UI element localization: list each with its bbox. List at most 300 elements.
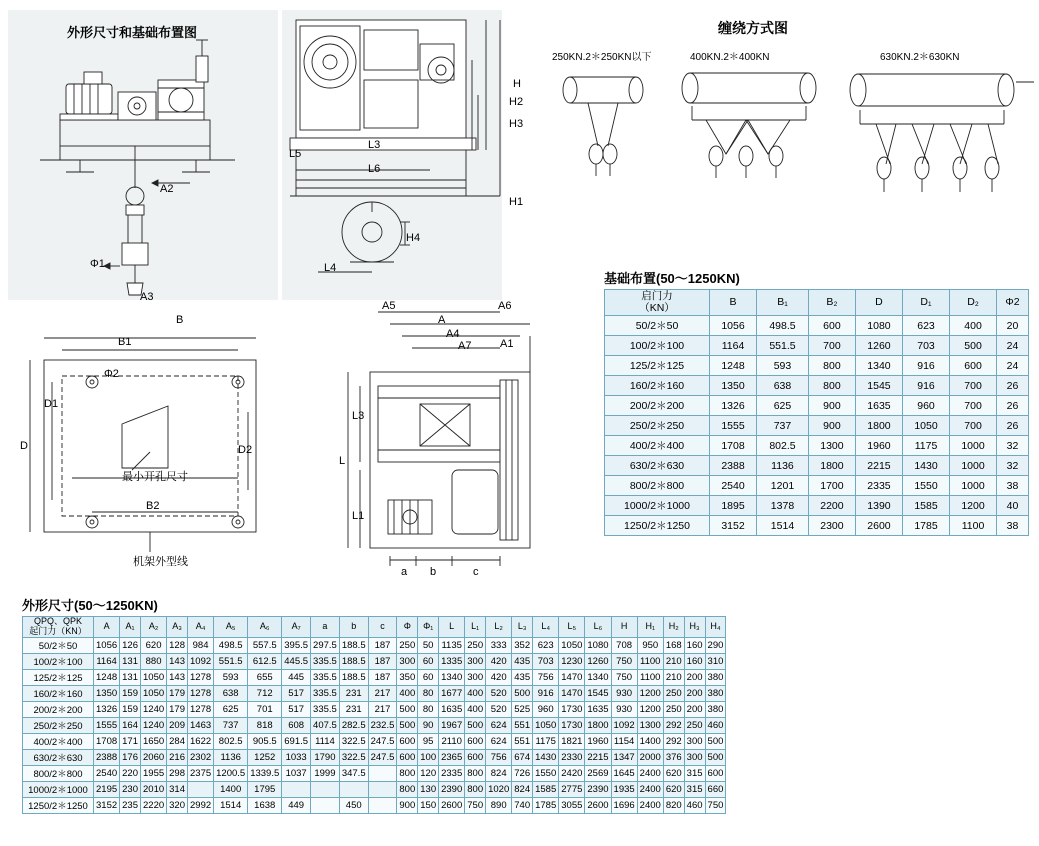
foundation-cell: 24 bbox=[997, 336, 1029, 356]
dimension-cell: 282.5 bbox=[339, 717, 368, 733]
dimension-cell: 800 bbox=[465, 765, 486, 781]
dimension-cell: 557.5 bbox=[248, 637, 282, 653]
dimension-cell: 1470 bbox=[559, 669, 585, 685]
dimension-cell: 1347 bbox=[611, 749, 637, 765]
label-l: L bbox=[339, 455, 346, 467]
dimension-cell: 1955 bbox=[141, 765, 167, 781]
dimension-cell: 930 bbox=[611, 685, 637, 701]
dimension-cell: 500 bbox=[705, 749, 726, 765]
dimension-cell: 297.5 bbox=[311, 637, 340, 653]
dimension-cell: 1300 bbox=[637, 717, 663, 733]
dimension-header-cell: H₂ bbox=[663, 617, 684, 638]
dimension-cell: 756 bbox=[486, 749, 512, 765]
dimension-cell: 60 bbox=[418, 653, 439, 669]
dimension-cell: 2330 bbox=[559, 749, 585, 765]
dimension-cell: 1795 bbox=[248, 781, 282, 797]
dimension-corner-line1: QPQ、QPK bbox=[33, 616, 82, 626]
dimension-cell: 2420 bbox=[559, 765, 585, 781]
label-h3: H3 bbox=[509, 118, 524, 130]
dimension-cell: 449 bbox=[282, 797, 311, 813]
label-l3: L3 bbox=[368, 139, 381, 151]
dimension-cell: 100 bbox=[418, 749, 439, 765]
label-min-hole: 最小开孔尺寸 bbox=[122, 471, 188, 483]
dimension-row-label: 200/2＊200 bbox=[23, 701, 94, 717]
table-row bbox=[605, 416, 1029, 436]
dimension-cell: 608 bbox=[282, 717, 311, 733]
dimension-cell: 333 bbox=[486, 637, 512, 653]
dimension-cell: 620 bbox=[663, 781, 684, 797]
dimension-cell: 400 bbox=[397, 685, 418, 701]
dimension-cell: 217 bbox=[368, 701, 397, 717]
dimension-cell: 1278 bbox=[188, 685, 214, 701]
dimension-cell: 1960 bbox=[585, 733, 611, 749]
dimension-cell: 600 bbox=[465, 749, 486, 765]
dimension-header-cell: L₅ bbox=[559, 617, 585, 638]
label-a5: A5 bbox=[382, 300, 396, 312]
dimension-cell: 1092 bbox=[611, 717, 637, 733]
dimension-cell: 200 bbox=[684, 701, 705, 717]
foundation-cell: 2200 bbox=[808, 496, 855, 516]
dimension-cell: 750 bbox=[465, 797, 486, 813]
dimension-corner-cell bbox=[23, 617, 94, 638]
title-winding-diagram: 缠绕方式图 bbox=[718, 20, 788, 36]
foundation-cell: 1201 bbox=[757, 476, 809, 496]
dimension-cell: 300 bbox=[397, 653, 418, 669]
label-frame-outline: 机架外型线 bbox=[133, 556, 188, 568]
title-dimension-table: 外形尺寸(50～1250KN) bbox=[22, 598, 158, 613]
dimension-cell: 400 bbox=[465, 701, 486, 717]
label-h: H bbox=[513, 78, 521, 90]
dimension-cell: 800 bbox=[465, 781, 486, 797]
dimension-cell: 3152 bbox=[94, 797, 120, 813]
dimension-cell: 247.5 bbox=[368, 733, 397, 749]
foundation-row-label: 100/2＊100 bbox=[605, 336, 710, 356]
foundation-cell: 1635 bbox=[855, 396, 902, 416]
dimension-cell: 80 bbox=[418, 685, 439, 701]
dimension-cell: 445 bbox=[282, 669, 311, 685]
dimension-cell: 1056 bbox=[94, 637, 120, 653]
foundation-cell: 2388 bbox=[710, 456, 757, 476]
dimension-cell: 712 bbox=[248, 685, 282, 701]
label-b: B bbox=[176, 314, 184, 326]
dimension-cell: 335.5 bbox=[311, 653, 340, 669]
dimension-cell: 210 bbox=[663, 669, 684, 685]
dimension-cell: 1050 bbox=[141, 685, 167, 701]
foundation-row-label: 250/2＊250 bbox=[605, 416, 710, 436]
dimension-cell: 395.5 bbox=[282, 637, 311, 653]
dimension-header-cell: L₆ bbox=[585, 617, 611, 638]
foundation-header-cell-3: B₂ bbox=[808, 290, 855, 316]
foundation-cell: 700 bbox=[950, 396, 997, 416]
dimension-cell: 1200 bbox=[637, 685, 663, 701]
foundation-cell: 2600 bbox=[855, 516, 902, 536]
dimension-cell: 335.5 bbox=[311, 701, 340, 717]
table-row bbox=[605, 436, 1029, 456]
dimension-cell bbox=[311, 781, 340, 797]
dimension-cell: 1463 bbox=[188, 717, 214, 733]
foundation-row-label: 630/2＊630 bbox=[605, 456, 710, 476]
label-a2: A2 bbox=[160, 183, 174, 195]
dimension-cell: 2400 bbox=[637, 797, 663, 813]
foundation-cell: 600 bbox=[950, 356, 997, 376]
dimension-cell: 1164 bbox=[94, 653, 120, 669]
dimension-cell: 1050 bbox=[559, 637, 585, 653]
dimension-cell: 310 bbox=[705, 653, 726, 669]
dimension-cell: 612.5 bbox=[248, 653, 282, 669]
label-small-b: b bbox=[430, 566, 437, 578]
dimension-cell: 300 bbox=[684, 749, 705, 765]
dimension-cell: 1340 bbox=[585, 669, 611, 685]
dimension-cell: 131 bbox=[120, 669, 141, 685]
dimension-header-cell: L₄ bbox=[533, 617, 559, 638]
dimension-row-label: 250/2＊250 bbox=[23, 717, 94, 733]
foundation-cell: 1340 bbox=[855, 356, 902, 376]
label-d1: D1 bbox=[44, 398, 59, 410]
foundation-cell: 500 bbox=[950, 336, 997, 356]
dimension-cell: 2110 bbox=[439, 733, 465, 749]
dimension-cell: 1999 bbox=[311, 765, 340, 781]
dimension-cell: 188.5 bbox=[339, 653, 368, 669]
table-row bbox=[605, 396, 1029, 416]
dimension-cell: 2302 bbox=[188, 749, 214, 765]
foundation-cell: 1200 bbox=[950, 496, 997, 516]
foundation-cell: 2215 bbox=[855, 456, 902, 476]
winding-drawing-panel bbox=[540, 58, 1039, 258]
dimension-cell: 159 bbox=[120, 701, 141, 717]
dimension-cell: 620 bbox=[141, 637, 167, 653]
dimension-cell: 623 bbox=[533, 637, 559, 653]
dimension-cell bbox=[339, 781, 368, 797]
foundation-cell: 551.5 bbox=[757, 336, 809, 356]
dimension-cell: 800 bbox=[397, 781, 418, 797]
foundation-cell: 26 bbox=[997, 396, 1029, 416]
dimension-cell: 1260 bbox=[585, 653, 611, 669]
dimension-cell: 1252 bbox=[248, 749, 282, 765]
dimension-cell: 247.5 bbox=[368, 749, 397, 765]
dimension-cell: 143 bbox=[167, 653, 188, 669]
foundation-cell: 1080 bbox=[855, 316, 902, 336]
foundation-cell: 3152 bbox=[710, 516, 757, 536]
dimension-cell: 2388 bbox=[94, 749, 120, 765]
dimension-cell: 930 bbox=[611, 701, 637, 717]
dimension-cell: 517 bbox=[282, 685, 311, 701]
foundation-cell: 32 bbox=[997, 456, 1029, 476]
dimension-cell: 300 bbox=[465, 653, 486, 669]
dimension-header-cell: L₃ bbox=[512, 617, 533, 638]
label-a4: A4 bbox=[446, 328, 460, 340]
foundation-cell: 1800 bbox=[808, 456, 855, 476]
dimension-cell: 292 bbox=[663, 733, 684, 749]
table-row bbox=[23, 765, 726, 781]
dimension-cell: 230 bbox=[120, 781, 141, 797]
dimension-cell: 250 bbox=[663, 685, 684, 701]
dimension-row-label: 400/2＊400 bbox=[23, 733, 94, 749]
dimension-cell: 1730 bbox=[559, 717, 585, 733]
table-row bbox=[605, 376, 1029, 396]
dimension-cell: 143 bbox=[167, 669, 188, 685]
dimension-cell: 2375 bbox=[188, 765, 214, 781]
dimension-cell: 216 bbox=[167, 749, 188, 765]
dimension-cell: 232.5 bbox=[368, 717, 397, 733]
foundation-header-main: 启门力 bbox=[641, 290, 673, 302]
dimension-cell: 517 bbox=[282, 701, 311, 717]
dimension-cell: 292 bbox=[663, 717, 684, 733]
dimension-cell: 187 bbox=[368, 653, 397, 669]
dimension-cell: 1400 bbox=[214, 781, 248, 797]
dimension-cell: 400 bbox=[465, 685, 486, 701]
dimension-cell: 60 bbox=[418, 669, 439, 685]
dimension-cell: 1785 bbox=[533, 797, 559, 813]
dimension-cell: 1470 bbox=[559, 685, 585, 701]
dimension-cell: 1326 bbox=[94, 701, 120, 717]
table-row bbox=[605, 356, 1029, 376]
dimension-cell: 2600 bbox=[585, 797, 611, 813]
dimension-cell: 1800 bbox=[585, 717, 611, 733]
foundation-cell: 1514 bbox=[757, 516, 809, 536]
table-row bbox=[605, 316, 1029, 336]
outline-drawing-panel bbox=[0, 0, 604, 600]
label-l6: L6 bbox=[368, 163, 381, 175]
dimension-cell: 220 bbox=[120, 765, 141, 781]
dimension-cell: 290 bbox=[705, 637, 726, 653]
foundation-cell: 38 bbox=[997, 516, 1029, 536]
dimension-cell: 1545 bbox=[585, 685, 611, 701]
foundation-row-label: 200/2＊200 bbox=[605, 396, 710, 416]
dimension-cell: 820 bbox=[663, 797, 684, 813]
dimension-cell: 231 bbox=[339, 701, 368, 717]
dimension-cell: 179 bbox=[167, 701, 188, 717]
table-row bbox=[605, 336, 1029, 356]
foundation-cell: 700 bbox=[950, 376, 997, 396]
foundation-cell: 40 bbox=[997, 496, 1029, 516]
dimension-cell: 1154 bbox=[611, 733, 637, 749]
dimension-cell: 655 bbox=[248, 669, 282, 685]
foundation-cell: 916 bbox=[902, 376, 949, 396]
dimension-cell: 120 bbox=[418, 765, 439, 781]
label-d2: D2 bbox=[238, 444, 253, 456]
foundation-row-label: 800/2＊800 bbox=[605, 476, 710, 496]
dimension-header-cell: A₇ bbox=[282, 617, 311, 638]
label-small-c: c bbox=[473, 566, 479, 578]
dimension-cell: 460 bbox=[684, 797, 705, 813]
dimension-cell: 322.5 bbox=[339, 733, 368, 749]
dimension-cell: 1790 bbox=[311, 749, 340, 765]
dimension-header-cell: L₂ bbox=[486, 617, 512, 638]
dimension-cell bbox=[368, 797, 397, 813]
dimension-cell: 900 bbox=[397, 797, 418, 813]
dimension-cell: 352 bbox=[512, 637, 533, 653]
dimension-cell: 600 bbox=[465, 733, 486, 749]
foundation-cell: 1545 bbox=[855, 376, 902, 396]
dimension-cell: 2000 bbox=[637, 749, 663, 765]
dimension-header-cell: A₅ bbox=[214, 617, 248, 638]
dimension-cell: 347.5 bbox=[339, 765, 368, 781]
dimension-cell: 2569 bbox=[585, 765, 611, 781]
foundation-cell: 2540 bbox=[710, 476, 757, 496]
foundation-cell: 1585 bbox=[902, 496, 949, 516]
foundation-cell: 1000 bbox=[950, 436, 997, 456]
dimension-cell: 520 bbox=[486, 685, 512, 701]
dimension-cell: 2195 bbox=[94, 781, 120, 797]
dimension-cell: 984 bbox=[188, 637, 214, 653]
dimension-cell: 420 bbox=[486, 653, 512, 669]
dimension-cell: 90 bbox=[418, 717, 439, 733]
foundation-cell: 1100 bbox=[950, 516, 997, 536]
table-row bbox=[23, 637, 726, 653]
dimension-header-cell: L bbox=[439, 617, 465, 638]
dimension-cell: 2775 bbox=[559, 781, 585, 797]
dimension-cell: 335.5 bbox=[311, 685, 340, 701]
foundation-cell: 1960 bbox=[855, 436, 902, 456]
dimension-cell: 217 bbox=[368, 685, 397, 701]
foundation-cell: 1260 bbox=[855, 336, 902, 356]
dimension-cell: 2215 bbox=[585, 749, 611, 765]
dimension-table bbox=[22, 616, 726, 814]
dimension-cell: 130 bbox=[418, 781, 439, 797]
dimension-cell: 80 bbox=[418, 701, 439, 717]
dimension-cell bbox=[368, 765, 397, 781]
dimension-cell: 1175 bbox=[533, 733, 559, 749]
foundation-row-label: 1250/2＊1250 bbox=[605, 516, 710, 536]
foundation-cell: 1136 bbox=[757, 456, 809, 476]
dimension-cell: 818 bbox=[248, 717, 282, 733]
dimension-cell: 171 bbox=[120, 733, 141, 749]
dimension-cell: 551 bbox=[512, 733, 533, 749]
label-small-a: a bbox=[401, 566, 408, 578]
foundation-cell: 24 bbox=[997, 356, 1029, 376]
dimension-cell: 1400 bbox=[637, 733, 663, 749]
foundation-cell: 400 bbox=[950, 316, 997, 336]
foundation-header-cell-2: B₁ bbox=[757, 290, 809, 316]
table-row bbox=[23, 749, 726, 765]
dimension-cell: 1100 bbox=[637, 669, 663, 685]
foundation-cell: 703 bbox=[902, 336, 949, 356]
foundation-row-label: 1000/2＊1000 bbox=[605, 496, 710, 516]
dimension-cell: 450 bbox=[339, 797, 368, 813]
dimension-cell: 824 bbox=[486, 765, 512, 781]
dimension-cell: 420 bbox=[486, 669, 512, 685]
dimension-cell: 1248 bbox=[94, 669, 120, 685]
winding-case-2-label: 400KN.2＊400KN bbox=[690, 52, 770, 63]
foundation-row-label: 125/2＊125 bbox=[605, 356, 710, 376]
dimension-cell: 1638 bbox=[248, 797, 282, 813]
dimension-cell bbox=[311, 797, 340, 813]
dimension-cell: 691.5 bbox=[282, 733, 311, 749]
dimension-cell: 435 bbox=[512, 653, 533, 669]
dimension-row-label: 50/2＊50 bbox=[23, 637, 94, 653]
foundation-cell: 800 bbox=[808, 376, 855, 396]
foundation-cell: 1390 bbox=[855, 496, 902, 516]
dimension-cell: 95 bbox=[418, 733, 439, 749]
dimension-cell: 314 bbox=[167, 781, 188, 797]
dimension-row-label: 800/2＊800 bbox=[23, 765, 94, 781]
title-outline-layout: 外形尺寸和基础布置图 bbox=[67, 25, 198, 40]
dimension-cell: 620 bbox=[663, 765, 684, 781]
dimension-cell: 284 bbox=[167, 733, 188, 749]
dimension-header-cell: c bbox=[368, 617, 397, 638]
dimension-cell: 460 bbox=[705, 717, 726, 733]
label-b1: B1 bbox=[118, 336, 132, 348]
dimension-cell: 2220 bbox=[141, 797, 167, 813]
dimension-cell: 2390 bbox=[585, 781, 611, 797]
foundation-cell: 737 bbox=[757, 416, 809, 436]
dimension-cell: 407.5 bbox=[311, 717, 340, 733]
dimension-cell: 500 bbox=[512, 685, 533, 701]
dimension-cell: 176 bbox=[120, 749, 141, 765]
dimension-header-cell: H₁ bbox=[637, 617, 663, 638]
foundation-cell: 900 bbox=[808, 416, 855, 436]
foundation-cell: 802.5 bbox=[757, 436, 809, 456]
foundation-cell: 1056 bbox=[710, 316, 757, 336]
dimension-cell: 624 bbox=[486, 717, 512, 733]
dimension-cell: 1037 bbox=[282, 765, 311, 781]
dimension-cell: 916 bbox=[533, 685, 559, 701]
dimension-header-cell: A₁ bbox=[120, 617, 141, 638]
dimension-cell: 500 bbox=[705, 733, 726, 749]
dimension-cell: 1730 bbox=[559, 701, 585, 717]
dimension-cell: 250 bbox=[684, 717, 705, 733]
dimension-cell: 674 bbox=[512, 749, 533, 765]
dimension-cell: 1550 bbox=[533, 765, 559, 781]
foundation-cell: 1164 bbox=[710, 336, 757, 356]
foundation-cell: 700 bbox=[950, 416, 997, 436]
dimension-header-cell: H bbox=[611, 617, 637, 638]
dimension-cell: 322.5 bbox=[339, 749, 368, 765]
table-row bbox=[605, 476, 1029, 496]
foundation-cell: 1550 bbox=[902, 476, 949, 496]
table-row bbox=[605, 496, 1029, 516]
dimension-cell: 950 bbox=[637, 637, 663, 653]
outline-drawing-svg bbox=[0, 0, 604, 600]
dimension-cell: 160 bbox=[684, 637, 705, 653]
foundation-cell: 1430 bbox=[902, 456, 949, 476]
label-a7: A7 bbox=[458, 340, 472, 352]
dimension-cell: 168 bbox=[663, 637, 684, 653]
dimension-cell: 1967 bbox=[439, 717, 465, 733]
dimension-cell: 1100 bbox=[637, 653, 663, 669]
dimension-header-cell: Φ₁ bbox=[418, 617, 439, 638]
label-h1: H1 bbox=[509, 196, 524, 208]
dimension-cell: 1135 bbox=[439, 637, 465, 653]
foundation-table bbox=[604, 289, 1029, 536]
table-row bbox=[23, 797, 726, 813]
dimension-cell: 2365 bbox=[439, 749, 465, 765]
dimension-cell: 498.5 bbox=[214, 637, 248, 653]
dimension-cell: 179 bbox=[167, 685, 188, 701]
dimension-cell: 1935 bbox=[611, 781, 637, 797]
foundation-cell: 38 bbox=[997, 476, 1029, 496]
label-a6: A6 bbox=[498, 300, 512, 312]
dimension-corner-line2: 起门力（KN） bbox=[29, 625, 87, 636]
foundation-cell: 2300 bbox=[808, 516, 855, 536]
dimension-cell: 638 bbox=[214, 685, 248, 701]
dimension-cell: 703 bbox=[533, 653, 559, 669]
dimension-cell: 500 bbox=[397, 701, 418, 717]
dimension-cell: 750 bbox=[611, 653, 637, 669]
dimension-header-cell: A₄ bbox=[188, 617, 214, 638]
foundation-cell: 1785 bbox=[902, 516, 949, 536]
dimension-cell: 1050 bbox=[533, 717, 559, 733]
label-l3-b: L3 bbox=[352, 410, 365, 422]
dimension-cell: 150 bbox=[418, 797, 439, 813]
dimension-cell: 1050 bbox=[141, 669, 167, 685]
dimension-cell: 128 bbox=[167, 637, 188, 653]
dimension-cell: 350 bbox=[397, 669, 418, 685]
dimension-cell: 551 bbox=[512, 717, 533, 733]
dimension-cell: 2400 bbox=[637, 765, 663, 781]
dimension-cell: 187 bbox=[368, 637, 397, 653]
label-phi2: Φ2 bbox=[104, 368, 119, 380]
